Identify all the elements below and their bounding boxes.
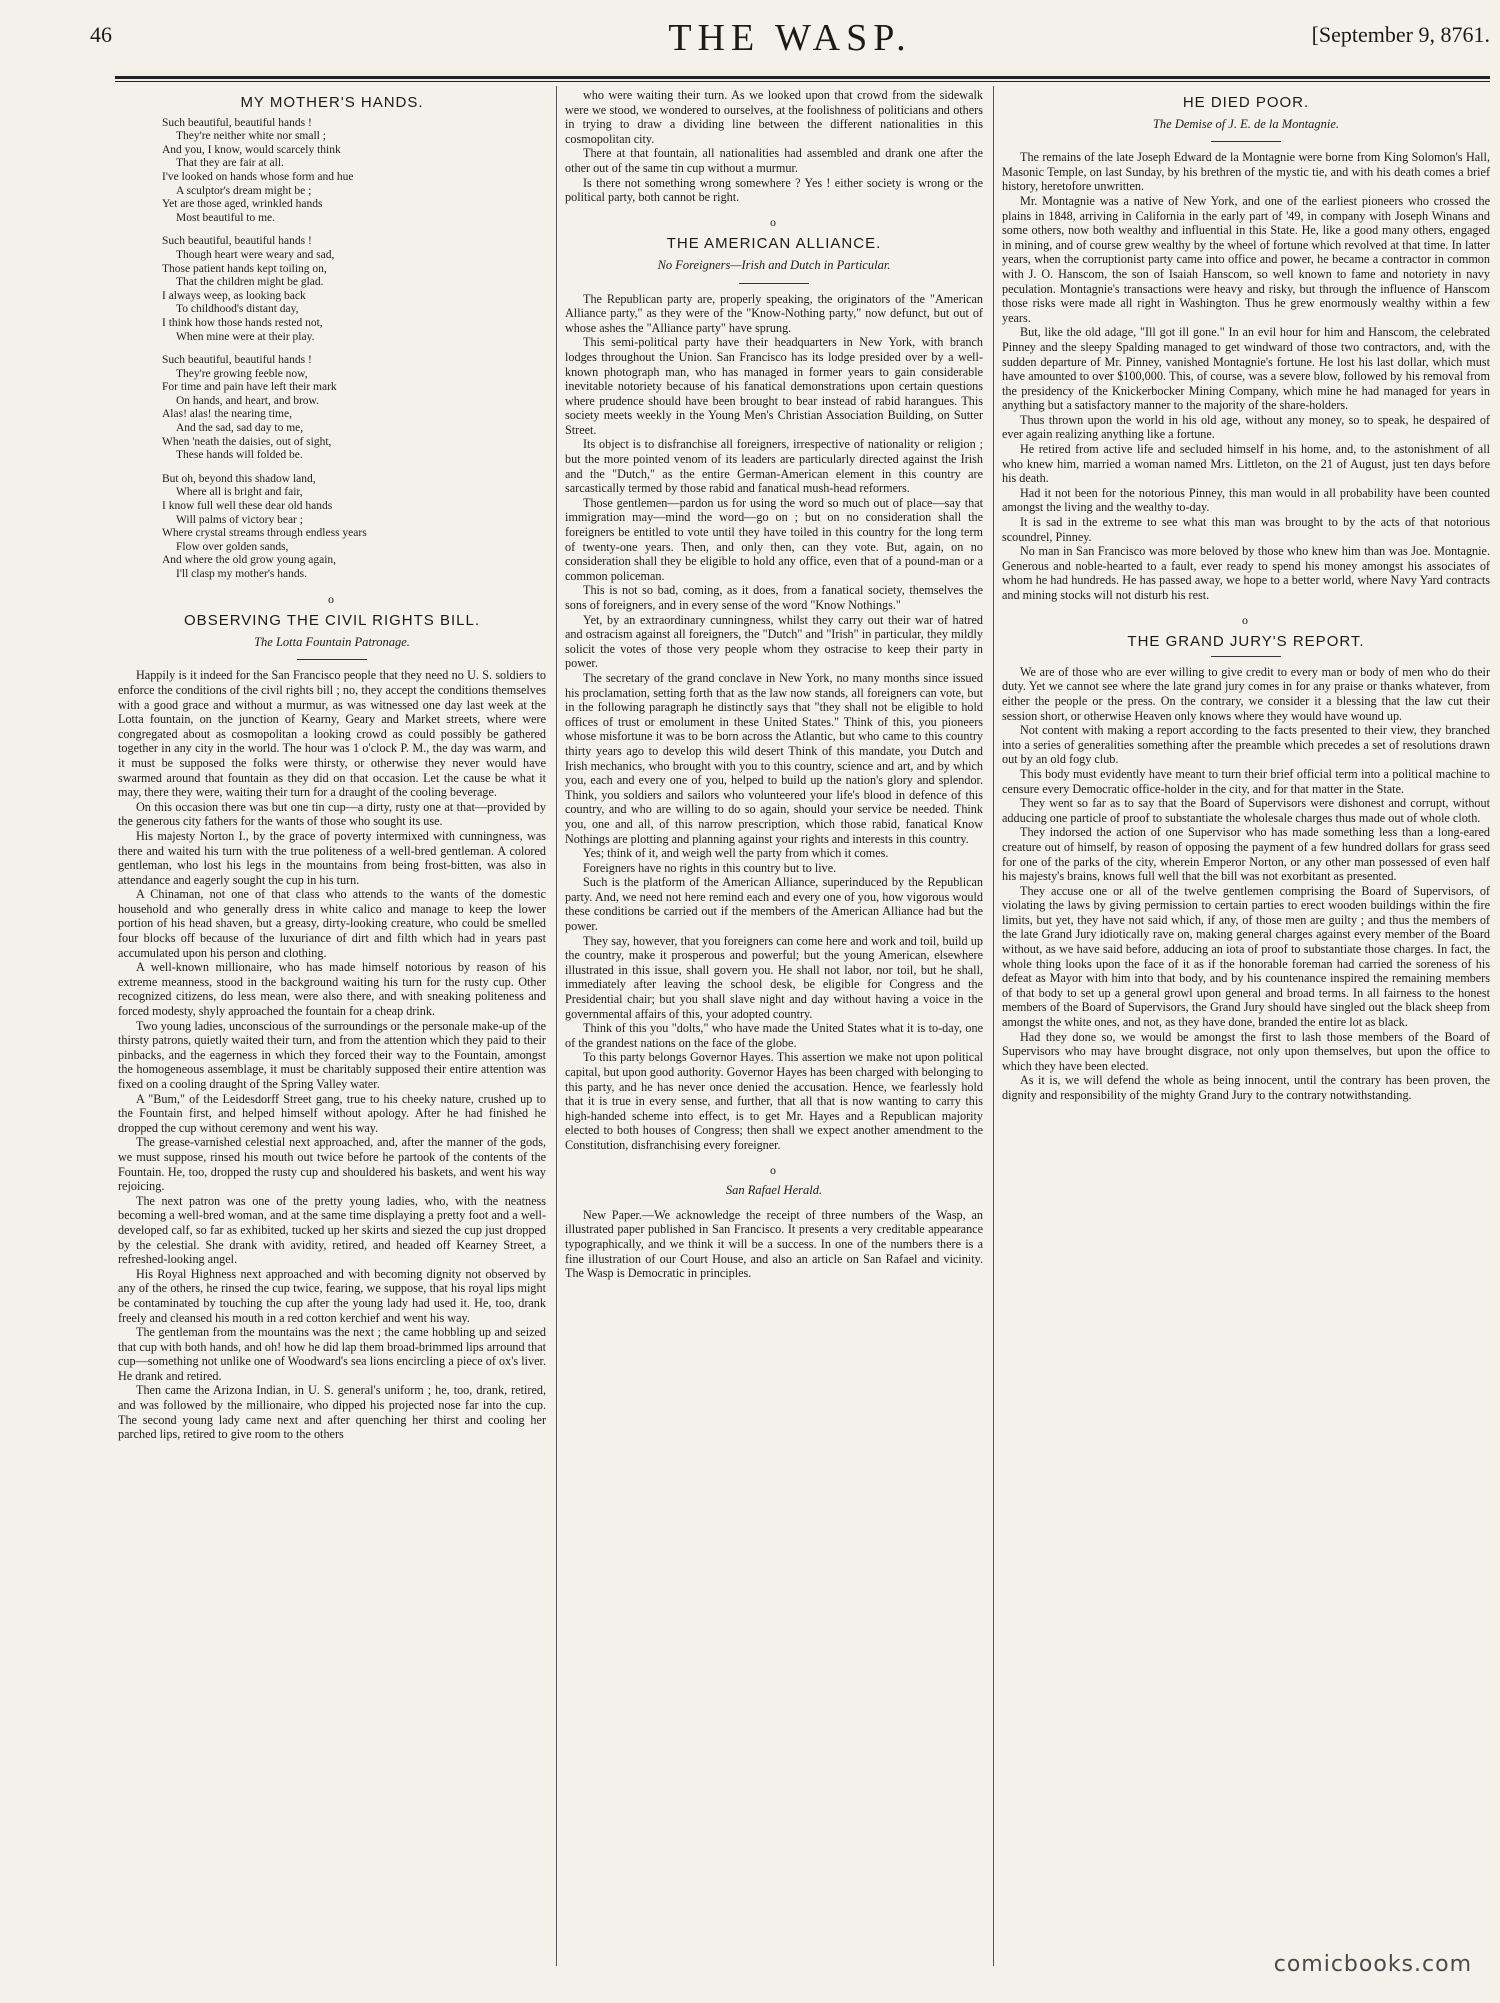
poem-line: And where the old grow young again, [162,554,337,567]
paragraph: Think of this you "dolts," who have made the United States what it is to-day, one of the grandest nations on the face of the globe. [565,1021,983,1050]
paragraph: Two young ladies, unconscious of the surroundings or the personale make-up of the thirsty patrons, quietly waited their turn, and from the attention which they paid to their pinbacks, and the eagerness in which they forced their way to the Fountain, amongst the homogeneous assemblage, it must be charitably supposed their entire attention was fixed on a cooling draught of the Spring Valley water. [118,1018,546,1091]
poem-line: Such beautiful, beautiful hands ! [162,116,312,129]
paragraph: No man in San Francisco was more beloved by those who knew him than was Joe. Montagnie. Generous and noble-hearted to a fault, ever ready to spend his money amongst his associates of whom he had hundreds. He has passed away, we hope to a better world, where Navy Yard contracts and mining stocks will not disturb his rest. [1002,544,1490,602]
poem-line: That they are fair at all. [176,157,284,170]
poem-line: Though heart were weary and sad, [176,248,335,261]
article-subtitle: No Foreigners—Irish and Dutch in Particular. [657,257,891,272]
column-1 [118,88,546,1442]
paragraph: Such is the platform of the American Alliance, superinduced by the Republican party. And, we need not here remind each and every one of you, how vigorous would these conditions be carried out if the members of the American Alliance had but the power. [565,875,983,934]
paragraph: Not content with making a report according to the facts presented to their view, they branched into a series of generalities something after the preamble which precedes a set of resolutions drawn out by an old fogy club. [1002,723,1490,767]
paragraph: This semi-political party have their headquarters in New York, with branch lodges throughout the Union. San Francisco has its lodge presided over by a well-known photograph man, who has managed in former years to gain considerable inevitable notoriety because of his fanatical demonstrations upon certain questions where prudence should have been brought to bear instead of rabid harangues. This society meets weekly in the Young Men's Christian Association Building, on Sutter Street. [565,335,983,437]
poem-line: They're growing feeble now, [176,367,308,380]
article-body [118,668,546,1441]
poem-stanza [162,354,546,463]
paragraph: The grease-varnished celestial next approached, and, after the manner of the gods, we must suppose, rinsed his mouth out twice before he partook of the contents of the Fountain. He, too, dropped the rusty cup and shouldered his baskets, and went his way rejoicing. [118,1135,546,1194]
poem-stanza [162,235,546,344]
poem-stanza [162,473,546,582]
poem [162,117,546,582]
poem-line: On hands, and heart, and brow. [176,394,319,407]
paragraph: A "Bum," of the Leidesdorff Street gang, true to his cheeky nature, crushed up to the Fountain first, and helped himself without apology. After he had finished he dropped the cup without ceremony and went his way. [118,1091,546,1135]
poem-line: When mine were at their play. [176,330,315,343]
poem-line: Yet are those aged, wrinkled hands [162,198,323,211]
paragraph: Had it not been for the notorious Pinney, this man would in all probability have been counted amongst the living and the wealthy to-day. [1002,485,1490,515]
paragraph: The remains of the late Joseph Edward de la Montagnie were borne from King Solomon's Hall, Masonic Temple, on last Sunday, by his brethren of the mystic tie, and with his death comes a brief history, heretofore unwritten. [1002,150,1490,194]
poem-line: These hands will folded be. [176,449,303,462]
poem-line: Where all is bright and fair, [176,486,303,499]
paragraph: The next patron was one of the pretty young ladies, who, with the neatness becoming a well-bred woman, and at the same time displaying a pretty foot and a well-developed calf, so far as exhibited, tucked up her skirts and siezed the cup just dropped by the celestial. She drank with avidity, retired, and headed off Kearney Street, a refreshed-looking angel. [118,1193,546,1267]
poem-stanza [162,117,546,226]
column-3 [1002,88,1490,1103]
issue-date: [September 9, 8761. [1311,22,1490,47]
column-divider [993,86,994,1966]
poem-line: Alas! alas! the nearing time, [162,408,292,421]
paragraph: To this party belongs Governor Hayes. This assertion we make not upon political capital, but upon good authority. Governor Hayes has been charged with belonging to this party, and he has never once denied the accusation. Hence, we fearlessly hold that it is true in every sense, and further, that all that is now wanting to carry this high-handed scheme into effect, is to get Mr. Hayes and a Republican majority elected to both houses of Congress; then shall we expect another amendment to the Constitution, disfranchising every foreigner. [565,1050,983,1152]
poem-line: When 'neath the daisies, out of sight, [162,435,332,448]
poem-line: Most beautiful to me. [176,211,276,224]
column-divider [556,86,557,1966]
paragraph: They went so far as to say that the Board of Supervisors were dishonest and corrupt, without adducing one particle of proof to substantiate the wholesale charges thus made out of whole cloth. [1002,796,1490,825]
subtitle-rule [1211,141,1281,142]
article-body [565,292,983,1153]
paragraph: Yet, by an extraordinary cunningness, whilst they carry out their war of hatred and ostracism against all foreigners, the "Dutch" and "Irish" in particular, they mildly solicit the votes of those very people whom they ostracise to keep their party in power. [565,612,983,671]
paragraph: Thus thrown upon the world in his old age, without any money, so to speak, he despaired of ever again realizing anything like a fortune. [1002,412,1490,442]
poem-line: I'll clasp my mother's hands. [176,568,307,580]
poem-line: But oh, beyond this shadow land, [162,472,316,485]
subtitle-rule [739,283,809,284]
paragraph: We are of those who are ever willing to give credit to every man or body of men who do their duty. Yet we cannot see where the late grand jury comes in for any praise or thanks whatever, from either the people or the press. On the contrary, we consider it a blessing that the law cut their session short, or otherwise Heaven only knows where they would have wound up. [1002,664,1490,723]
masthead [90,18,1490,58]
herald-title: San Rafael Herald. [725,1183,823,1198]
article-title: THE AMERICAN ALLIANCE. [666,235,882,253]
section-separator: o [770,1162,778,1177]
poem-line: Will palms of victory bear ; [176,513,303,526]
paragraph: On this occasion there was but one tin cup—a dirty, rusty one at that—provided by the generous city fathers for the wants of those who sought its use. [118,799,546,829]
paragraph: Then came the Arizona Indian, in U. S. general's uniform ; he, too, drank, retired, and was followed by the millionaire, who dipped his projected nose far into the cup. The second young lady came next and after quenching her thirst and cooling her parched lips, retired to give room to the others [118,1383,546,1442]
article-body-continued [565,88,983,205]
paragraph: They accuse one or all of the twelve gentlemen comprising the Board of Supervisors, of violating the laws by giving permission to certain parties to erect wooden buildings within the fire limits, but yet, they have not said which, if any, of those men are guilty ; and thus the members of the late Grand Jury idiotically rave on, making general charges against every member of the Board without, as we have said before, adducing an iota of proof to substantiate those charges. In fact, the whole thing looks upon the face of it as if the honorable foreman had carried the soreness of his defeat as Mayor with him into that body, and by his countenance inspired the remaining members of that body to set up a general growl upon general and broad terms. In all fairness to the honest members of the Board of Supervisors, the Grand Jury should have singled out the black sheep from amongst the white ones, and not, as they have done, branded the entire lot as black. [1002,883,1490,1030]
paragraph: Mr. Montagnie was a native of New York, and one of the earliest pioneers who crossed the plains in 1848, arriving in California in the early part of '49, in company with Joseph Winans and some others, now both wealthy and influential in this State. He, like a good many others, engaged in mining, and of course grew wealthy by the wheel of fortune which revolved at that time. In latter years, when the corruptionist party came into office and power, he became a contractor in common with J. O. Hanscom, the son of Isaiah Hanscom, so well known to fame and notoriety in navy peculation. Montagnie's transactions were heavy and risky, but through the influence of Hanscom those risks were made all right in Washington. Thus he grew enormously wealthy within a few years. [1002,193,1490,325]
paragraph: The gentleman from the mountains was the next ; the came hobbling up and seized that cup with both hands, and oh! how he did lap them broad-brimmed lips arround that cup—something not unlike one of Woodward's sea lions encircling a piece of ox's liver. He drank and retired. [118,1325,546,1383]
paragraph: This is not so bad, coming, as it does, from a fanatical society, themselves the sons of foreigners, and in every sense of the word "Know Nothings." [565,583,983,612]
column-2 [565,88,983,1281]
poem-line: Such beautiful, beautiful hands ! [162,235,312,248]
poem-line: Where crystal streams through endless years [162,527,367,540]
masthead-rule [115,76,1490,82]
paragraph: Its object is to disfranchise all foreigners, irrespective of nationality or religion ; but the more pointed venom of its leaders are particularly directed against the Irish and the "Dutch," as the entire German-American element in this country are sarcastically termed by those rabid and fanatical mush-head reformers. [565,437,983,496]
article-subtitle: The Demise of J. E. de la Montagnie. [1152,116,1340,131]
paragraph: The secretary of the grand conclave in New York, no many months since issued his proclamation, setting forth that as the law now stands, all foreigners can vote, but in the following paragraph he distinctly says that "they shall not be eligible to hold offices of trust or emolument in these United States." Think of this, you pioneers whose misfortune it was to be born across the Atlantic, but who came to this country thirty years ago to develop this wild desert Think of this mandate, you Dutch and Irish mechanics, who brought with you to this country, science and art, and by which you, each and every one of you, helped to build up the nation's glory and splendor. Think, you soldiers and sailors who volunteered your life's blood in defence of this country, and who are willing to do so again, should your service be needed. Think you, one and all, of this narrow prescription, which those rabid, fanatical Know Nothings are plotting and planning against your rights and interests in this country. [565,670,983,846]
subtitle-rule [1211,656,1281,657]
poem-line: To childhood's distant day, [176,303,299,316]
section-separator: o [1242,612,1250,627]
poem-title: MY MOTHER'S HANDS. [240,94,424,111]
poem-line: A sculptor's dream might be ; [176,184,312,197]
section-separator: o [770,214,778,229]
article-subtitle: The Lotta Fountain Patronage. [254,634,410,649]
article-body [1002,665,1490,1103]
poem-line: Such beautiful, beautiful hands ! [162,354,312,367]
paragraph: His majesty Norton I., by the grace of poverty intermixed with cunningness, was there and waited his turn with the true politeness of a well-bred gentleman. A colored gentleman, who lost his legs in the mountains from being frost-bitten, was also in attendance and eagerly sought the cup in his turn. [118,828,546,887]
paragraph: Foreigners have no rights in this country but to live. [583,860,837,875]
paragraph: His Royal Highness next approached and with becoming dignity not observed by any of the others, he rinsed the cup twice, fearing, we suppose, that his royal lips might be contaminated by touching the cup after the young lady had used it. He, too, drank freely and cleansed his mouth in a red cotton kerchief and went his way. [118,1266,546,1325]
paragraph: They indorsed the action of one Supervisor who has made something less than a long-eared creature out of himself, by reason of opposing the payment of a few hundred dollars for grass seed for one of the parks of the city, wherein Emperor Norton, or any other man possessed of even half his majesty's brains, knows full well that the bill was not exorbitant as presented. [1002,825,1490,884]
article-body [1002,150,1490,602]
poem-line: I know full well these dear old hands [162,500,333,513]
poem-line: I think how those hands rested not, [162,316,323,329]
paragraph: Is there not something wrong somewhere ? Yes ! either society is wrong or the political party, both cannot be right. [565,175,983,205]
article-title: OBSERVING THE CIVIL RIGHTS BILL. [184,612,480,630]
poem-line: That the children might be glad. [176,276,324,289]
poem-line: And you, I know, would scarcely think [162,143,341,156]
paragraph: He retired from active life and secluded himself in his home, and, to the astonishment of all who knew him, married a woman named Mrs. Littleton, on the 21 of August, just ten days before his death. [1002,442,1490,486]
subtitle-rule [297,659,367,660]
poem-line: They're neither white nor small ; [176,130,326,143]
poem-line: Flow over golden sands, [176,540,289,553]
article-title: THE GRAND JURY'S REPORT. [1127,633,1365,651]
paragraph: But, like the old adage, "Ill got ill gone." In an evil hour for him and Hanscom, the celebrated Pinney and the sleepy Spalding managed to get windward of those two contractors, and, with the sudden departure of Mr. Pinney, vanished Montagnie's fortune. He lost his last dollar, which must have amounted to over $100,000. This, of course, was a severe blow, followed by his removal from the presidency of the Knickerbocker Mining Company, which mine he had managed for years in anything but a satisfactory manner to the majority of the share-holders. [1002,325,1490,413]
newspaper-title: THE WASP. [668,17,912,59]
paragraph: Those gentlemen—pardon us for using the word so much out of place—say that immigration may—mind the word—go on ; but on no consideration shall the foreigners be entitled to vote until they have toiled in this country for the long term of twenty-one years. Then, and only then, can they vote. But, again, on no consideration shall they be eligible to hold any office, even that of a pound-man or a common policeman. [565,495,983,583]
herald-text: New Paper.—We acknowledge the receipt of three numbers of the Wasp, an illustrated paper published in San Francisco. It presents a very creditable appearance typographically, and we think it will be a success. In one of the numbers there is a fine illustration of our Court House, and also an article on San Rafael and vicinity. The Wasp is Democratic in principles. [565,1207,983,1281]
poem-line: Those patient hands kept toiling on, [162,262,327,275]
article-title: HE DIED POOR. [1182,94,1310,111]
watermark: comicbooks.com [1273,1952,1472,1977]
paragraph: A Chinaman, not one of that class who attends to the wants of the domestic household and who generally dress in white calico and manage to keep the lower portion of his head shaven, but a greasy, dirty-looking creature, who could be smelled four blocks off because of the luxuriance of dirt and filth which had in years past accumulated upon his person and clothing. [118,887,546,960]
paragraph: It is sad in the extreme to see what this man was brought to by the acts of that notorious scoundrel, Pinney. [1002,515,1490,544]
paragraph: who were waiting their turn. As we looked upon that crowd from the sidewalk were we stood, we wondered to ourselves, at the foolishness of politicians and others in trying to draw a dividing line between the different nationalities in this cosmopolitan city. [565,88,983,146]
paragraph: A well-known millionaire, who has made himself notorious by reason of his extreme meanness, stood in the background waiting his turn for the rusty cup. Other recognized citizens, do less mean, were also there, and with sneaking politeness and forced modesty, shyly approached the fountain for a cheap drink. [118,960,546,1019]
poem-line: I've looked on hands whose form and hue [162,170,354,183]
paragraph: The Republican party are, properly speaking, the originators of the "American Alliance party," as they were of the "Know-Nothing party," now defunct, but out of whose ashes the "Alliance party" have sprung. [565,291,983,335]
poem-line: I always weep, as looking back [162,289,306,302]
paragraph: They say, however, that you foreigners can come here and work and toil, build up the country, make it prosperous and powerful; but the young American, elsewhere illustrated in this issue, shall govern you. He shall not labor, nor toil, but he shall, immediately after leaving the school desk, be eligible for Congress and the Presidential chair; but you shall slave night and day without having a voice in the governmental affairs of this, your adopted country. [565,933,983,1021]
section-separator: o [328,591,336,606]
page-number: 46 [90,22,112,47]
paragraph: This body must evidently have meant to turn their brief official term into a political machine to censure every Democratic office-holder in the city, and for that matter in the State. [1002,766,1490,796]
paragraph: As it is, we will defend the whole as being innocent, until the contrary has been proven, the dignity and responsibility of the mighty Grand Jury to the contrary notwithstanding. [1002,1073,1490,1102]
paragraph: There at that fountain, all nationalities had assembled and drank one after the other out of the same tin cup without a murmur. [565,146,983,175]
paragraph: Yes; think of it, and weigh well the party from which it comes. [583,846,889,861]
poem-line: For time and pain have left their mark [162,381,337,394]
paragraph: Happily is it indeed for the San Francisco people that they need no U. S. soldiers to enforce the conditions of the civil rights bill ; no, they accept the conditions themselves with a good grace and without a murmur, as was witnessed one day last week at the Lotta fountain, on the junction of Kearny, Geary and Market streets, where were congregated about as cosmopolitan a looking crowd as could possibly be gathered together in any city in the world. The hour was 1 o'clock P. M., the day was warm, and it must be supposed the folks were thirsty, or otherwise they never would have swarmed around that fountain as they did on that occasion. Let the cause be what it may, there they were, waiting their turn for a draught of the cooling beverage. [118,668,546,800]
poem-line: And the sad, sad day to me, [176,422,304,435]
paragraph: Had they done so, we would be amongst the first to lash those members of the Board of Supervisors who may have brought disgrace, not only upon themselves, but upon the office to which they have been elected. [1002,1029,1490,1073]
